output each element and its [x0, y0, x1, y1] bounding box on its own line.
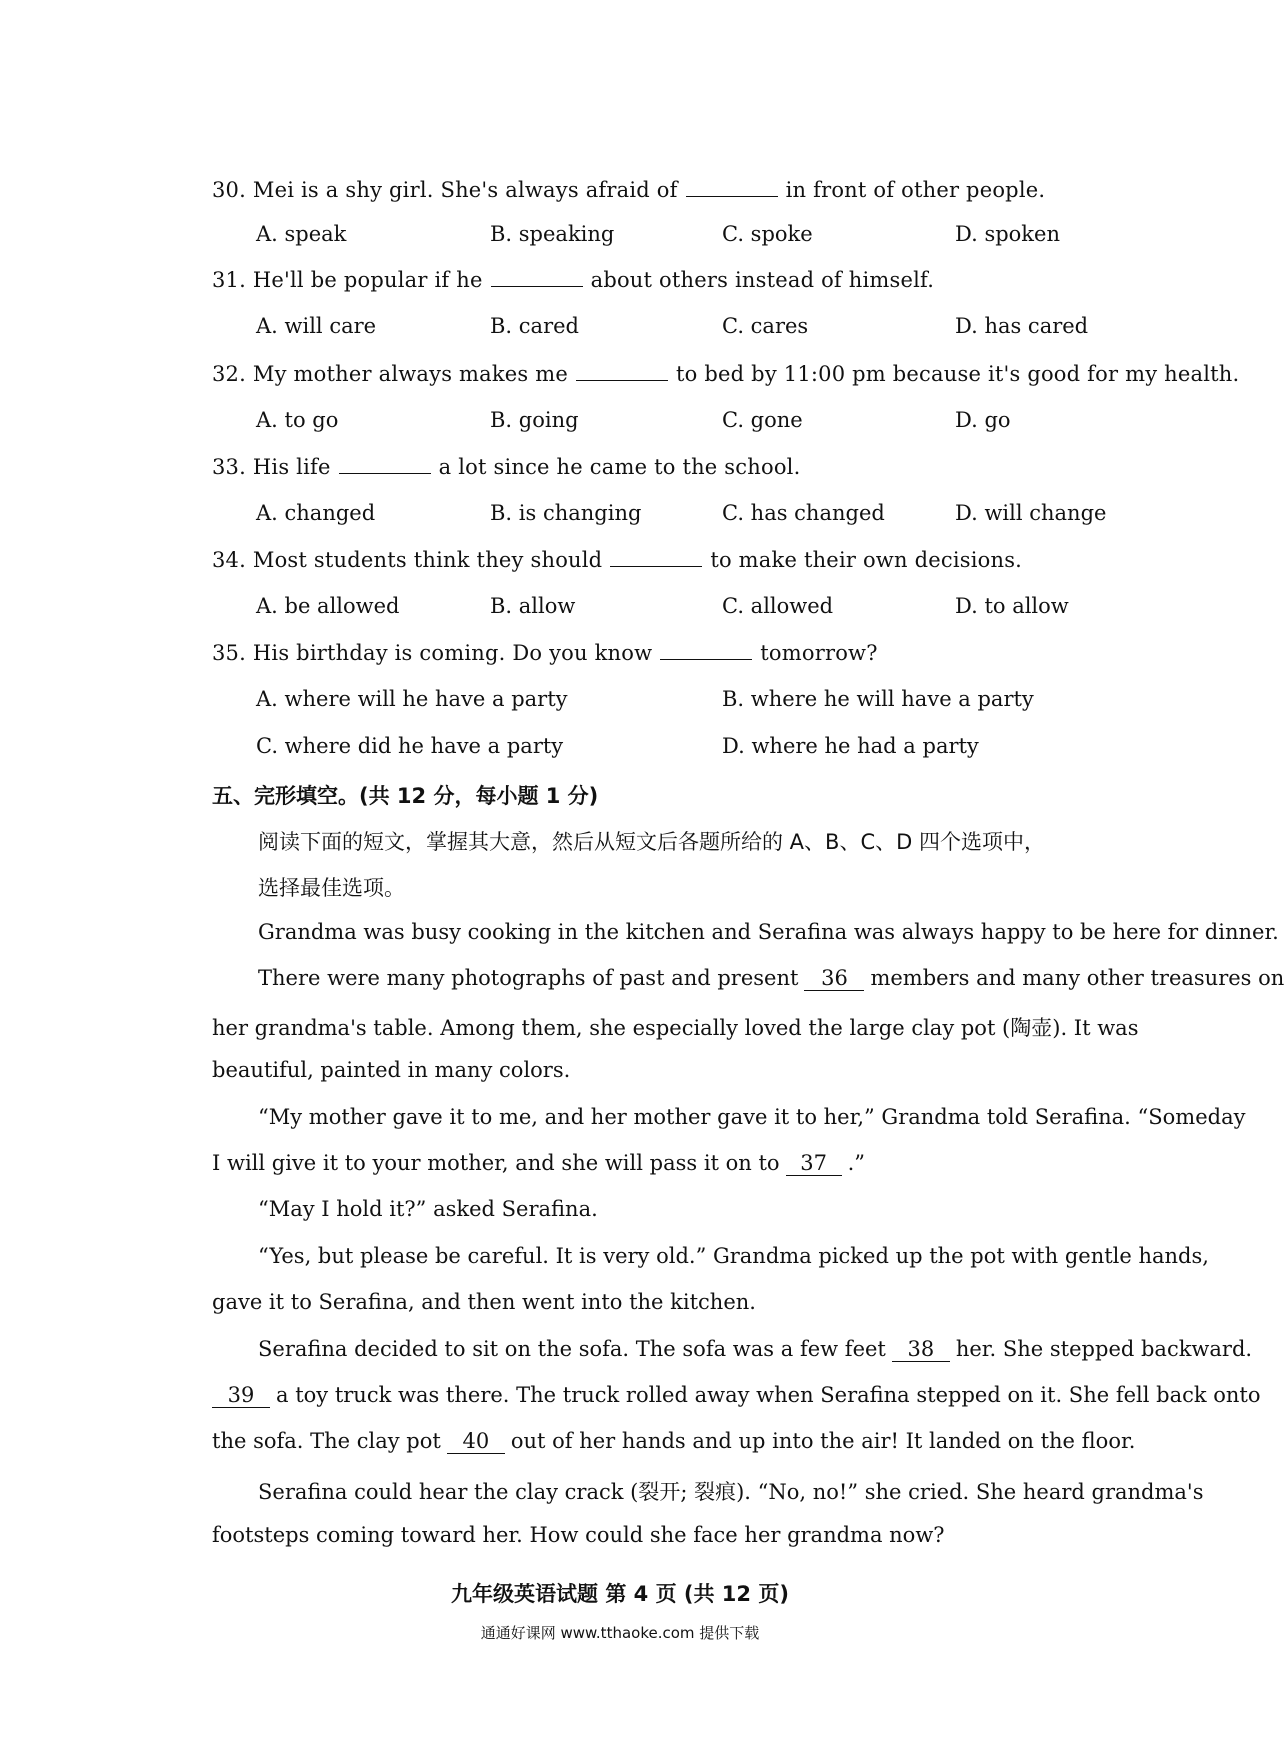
question-text: a lot since he came to the school. [438, 455, 801, 479]
question-30 [212, 178, 1045, 202]
option-d: D. go [955, 408, 1011, 432]
question-text: My mother always makes me [252, 362, 569, 386]
option-a: A. be allowed [256, 594, 400, 618]
passage-text: .” [847, 1151, 865, 1175]
option-b: B. is changing [490, 501, 642, 525]
question-text: Most students think they should [252, 548, 603, 572]
passage-line: “Yes, but please be careful. It is very old.” Grandma picked up the pot with gentle hands, [258, 1244, 1209, 1268]
answer-blank [339, 455, 431, 474]
section-heading: 五、完形填空。(共 12 分，每小题 1 分) [212, 784, 599, 808]
passage-line [212, 1429, 1180, 1454]
passage-text: members and many other treasures on [870, 966, 1284, 990]
blank-39: 39 [212, 1383, 270, 1408]
passage-text: I will give it to your mother, and she will pass it on to [212, 1151, 780, 1175]
question-text: Mei is a shy girl. She's always afraid of [252, 178, 678, 202]
passage-line [258, 1337, 1253, 1362]
passage-line [212, 1383, 1261, 1408]
option-d: D. to allow [955, 594, 1069, 618]
watermark-text: 通通好课网 www.tthaoke.com 提供下载 [480, 1624, 760, 1642]
question-text: His birthday is coming. Do you know [252, 641, 653, 665]
passage-line [212, 1151, 1180, 1176]
option-c: C. cares [722, 314, 809, 338]
question-35 [212, 641, 878, 665]
option-b: B. speaking [490, 222, 615, 246]
option-b: B. going [490, 408, 579, 432]
instruction-text: 选择最佳选项。 [258, 876, 405, 900]
option-c: C. gone [722, 408, 803, 432]
question-text: to bed by 11:00 pm because it's good for my health. [676, 362, 1240, 386]
option-a: A. where will he have a party [256, 687, 568, 711]
question-number: 33. [212, 455, 246, 479]
passage-text: a toy truck was there. The truck rolled away when Serafina stepped on it. She fell back onto [276, 1383, 1261, 1407]
question-number: 32. [212, 362, 246, 386]
passage-text: the sofa. The clay pot [212, 1429, 441, 1453]
question-number: 31. [212, 268, 246, 292]
option-b: B. where he will have a party [722, 687, 1034, 711]
option-c: C. spoke [722, 222, 813, 246]
option-a: A. changed [256, 501, 376, 525]
question-text: He'll be popular if he [252, 268, 483, 292]
passage-line: beautiful, painted in many colors. [212, 1058, 571, 1082]
question-34 [212, 548, 1022, 572]
option-d: D. has cared [955, 314, 1089, 338]
option-a: A. to go [256, 408, 339, 432]
option-a: A. will care [256, 314, 377, 338]
passage-line: “My mother gave it to me, and her mother gave it to her,” Grandma told Serafina. “Someday [258, 1105, 1246, 1129]
question-number: 34. [212, 548, 246, 572]
question-text: in front of other people. [785, 178, 1046, 202]
passage-line: Serafina could hear the clay crack (裂开; 裂痕). “No, no!” she cried. She heard grandma's [258, 1480, 1204, 1504]
option-b: B. allow [490, 594, 576, 618]
option-a: A. speak [256, 222, 347, 246]
question-number: 30. [212, 178, 246, 202]
question-32 [212, 362, 1239, 386]
instruction-text: 阅读下面的短文，掌握其大意，然后从短文后各题所给的 A、B、C、D 四个选项中， [258, 830, 1045, 854]
passage-line: footsteps coming toward her. How could she face her grandma now? [212, 1523, 945, 1547]
blank-36: 36 [804, 966, 864, 991]
passage-text: out of her hands and up into the air! It landed on the floor. [510, 1429, 1136, 1453]
answer-blank [491, 268, 583, 287]
question-31 [212, 268, 934, 292]
option-c: C. where did he have a party [256, 734, 564, 758]
option-c: C. has changed [722, 501, 885, 525]
option-d: D. where he had a party [722, 734, 979, 758]
question-text: tomorrow? [760, 641, 878, 665]
answer-blank [576, 362, 668, 381]
passage-line: her grandma's table. Among them, she especially loved the large clay pot (陶壶). It was [212, 1016, 1139, 1040]
passage-line: Grandma was busy cooking in the kitchen and Serafina was always happy to be here for dinner. [258, 920, 1279, 944]
question-number: 35. [212, 641, 246, 665]
question-text: about others instead of himself. [590, 268, 935, 292]
page-footer: 九年级英语试题 第 4 页 (共 12 页) [451, 1582, 789, 1606]
answer-blank [610, 548, 702, 567]
passage-text: There were many photographs of past and present [258, 966, 799, 990]
passage-line: “May I hold it?” asked Serafina. [258, 1197, 598, 1221]
passage-line [258, 966, 1284, 991]
option-b: B. cared [490, 314, 579, 338]
blank-40: 40 [447, 1429, 505, 1454]
blank-38: 38 [892, 1337, 950, 1362]
passage-text: her. She stepped backward. [955, 1337, 1253, 1361]
passage-line: gave it to Serafina, and then went into the kitchen. [212, 1290, 756, 1314]
blank-37: 37 [786, 1151, 842, 1176]
passage-text: Serafina decided to sit on the sofa. The sofa was a few feet [258, 1337, 886, 1361]
option-c: C. allowed [722, 594, 834, 618]
question-text: to make their own decisions. [710, 548, 1023, 572]
option-d: D. spoken [955, 222, 1060, 246]
answer-blank [686, 178, 778, 197]
question-33 [212, 455, 800, 479]
option-d: D. will change [955, 501, 1107, 525]
answer-blank [660, 641, 752, 660]
question-text: His life [252, 455, 331, 479]
